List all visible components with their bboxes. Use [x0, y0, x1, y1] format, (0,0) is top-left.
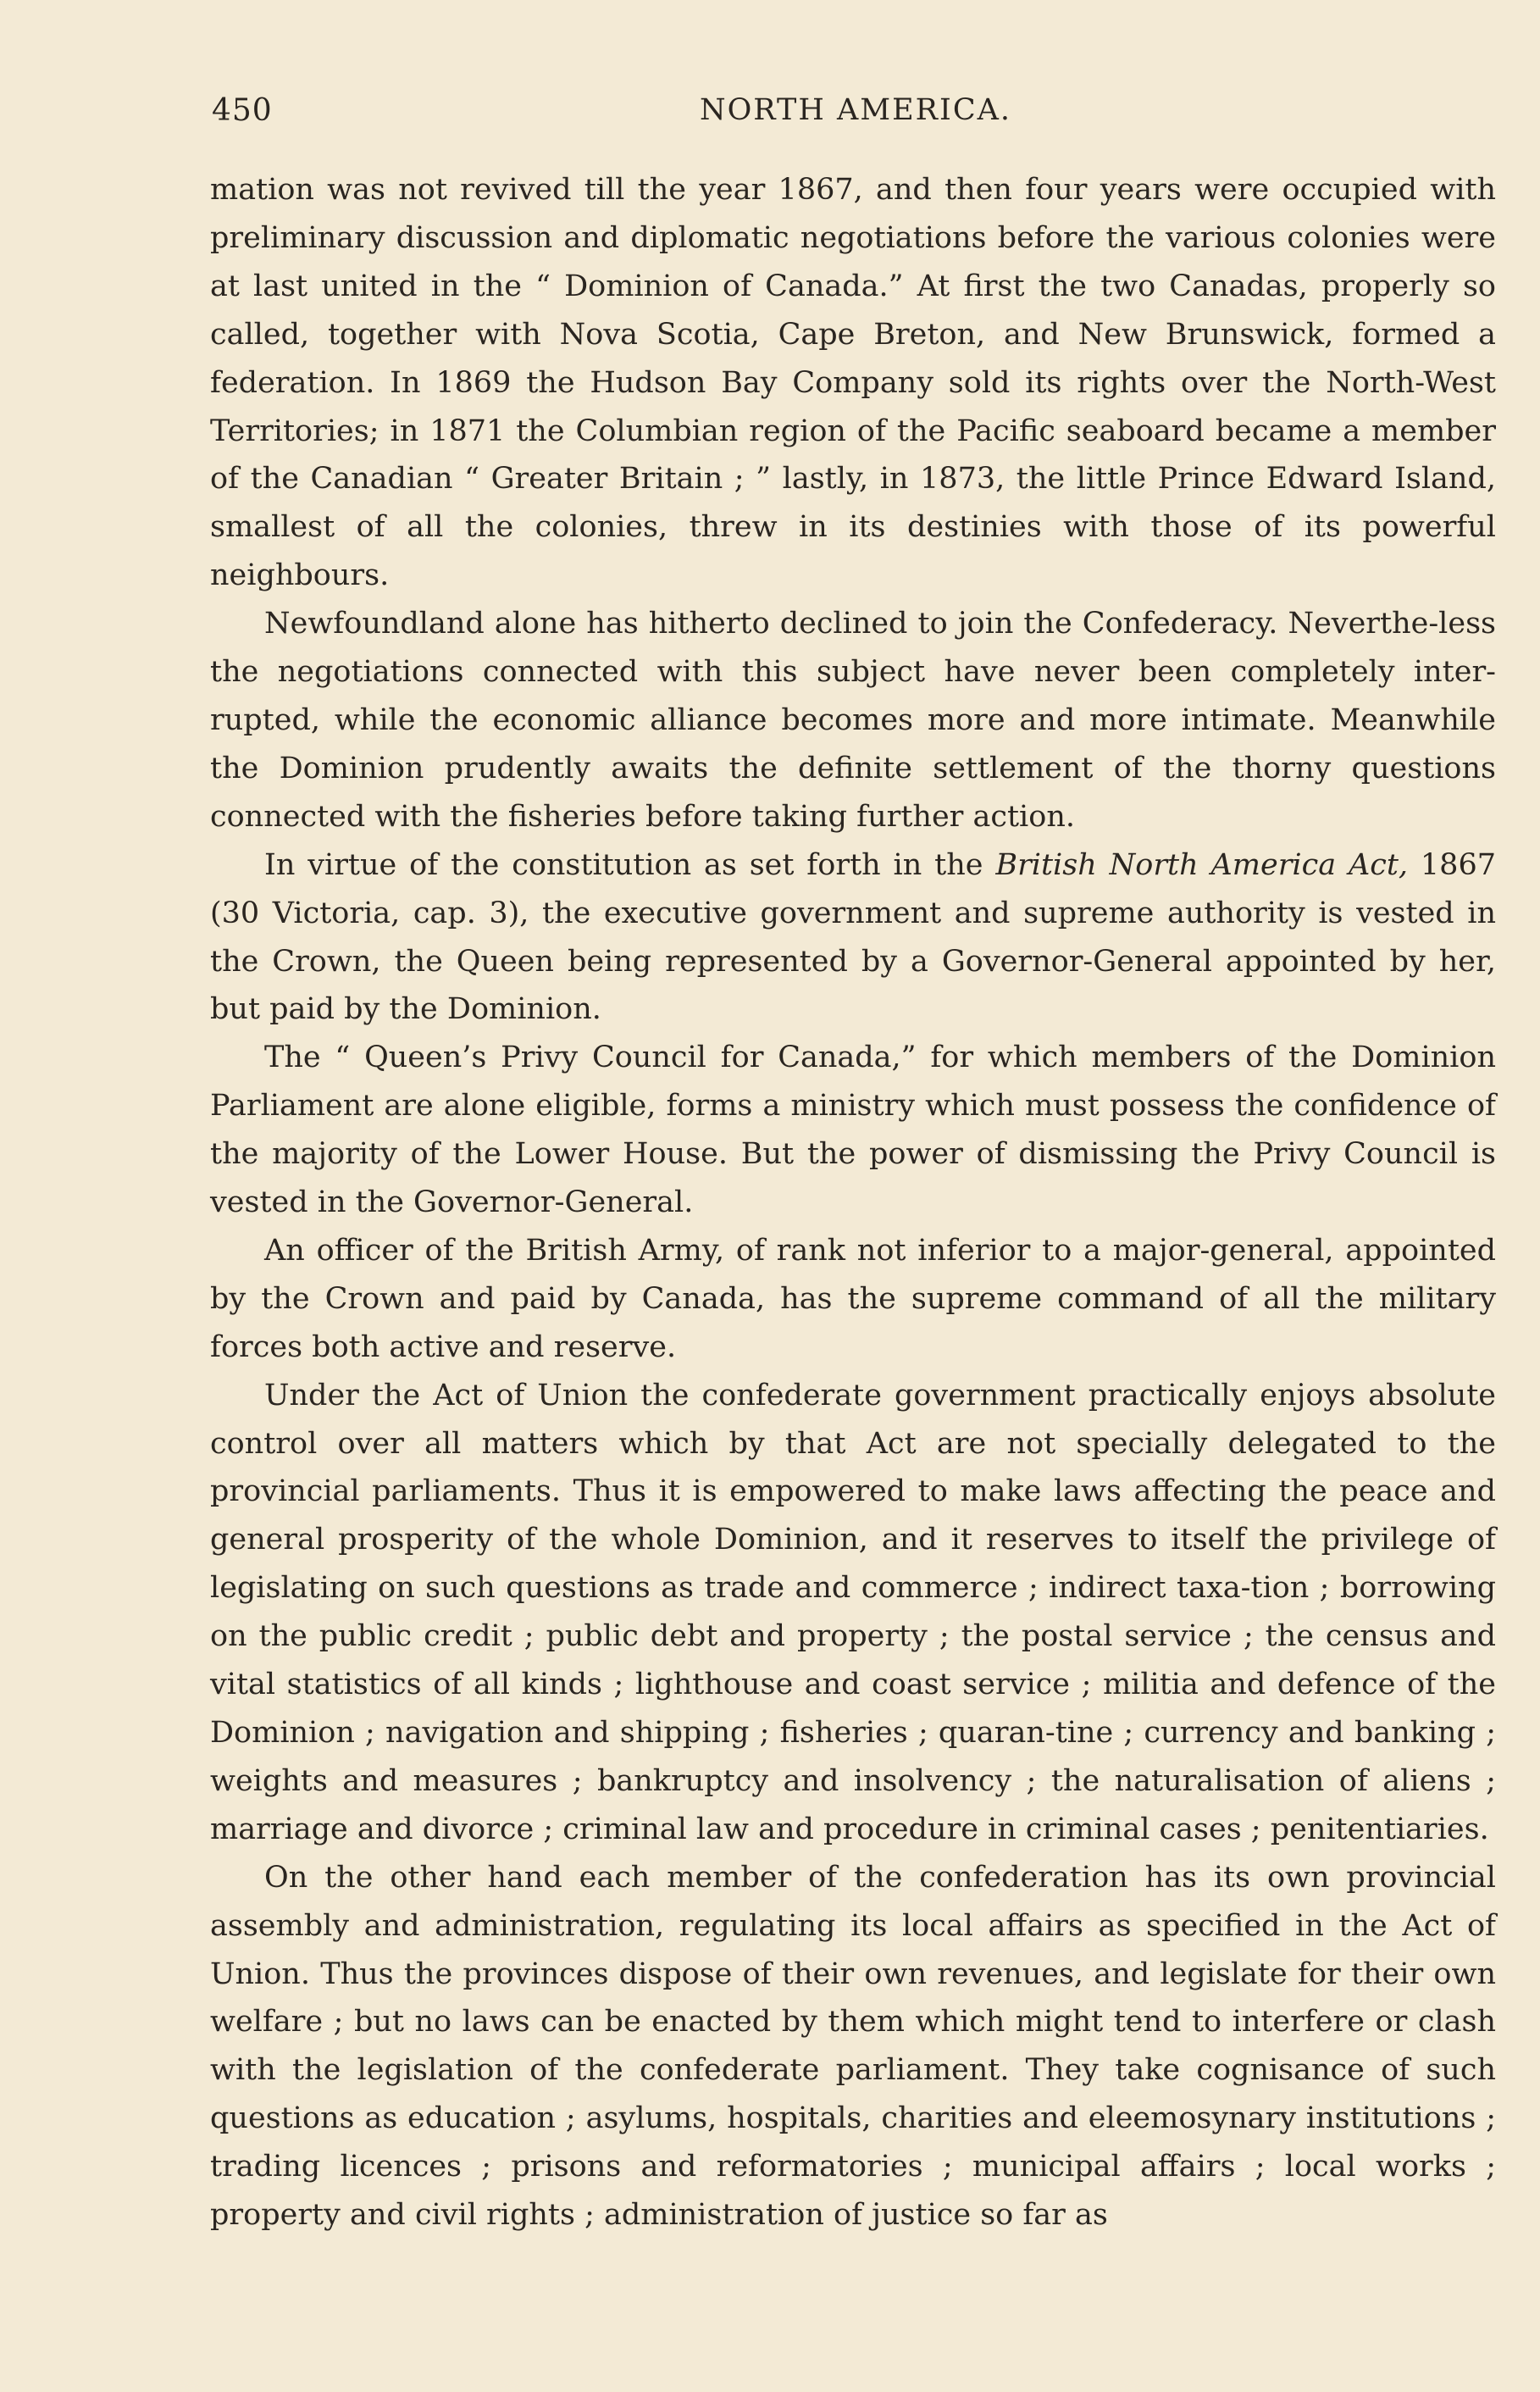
paragraph-confederation-history: mation was not revived till the year 1867, and then four years were occupied with preliminary discussion and diplomatic negotiations before the various colonies were at last united in the “ Dominion of Canada.” At first the two Canadas, properly so called, together with Nova Scotia, Cape Breton, and New Brunswick, formed a federation. In 1869 the Hudson Bay Company sold its rights over the North-West Territories; in 1871 the Columbian region of the Pacific seaboard became a member of the Canadian “ Greater Britain ; ” lastly, in 1873, the little Prince Edward Island, smallest of all the colonies, threw in its destinies with those of its powerful neighbours. [210, 173, 1496, 593]
act-title-italic: British North America Act, [995, 847, 1409, 882]
page-header [212, 93, 1499, 136]
paragraph-privy-council: The “ Queen’s Privy Council for Canada,” for which members of the Dominion Parliament are alone eligible, forms a ministry which must possess the confidence of the majority of the Lower House. But the power of dismissing the Privy Council is vested in the Governor-General. [210, 1041, 1496, 1220]
paragraph-military-command: An officer of the British Army, of rank not inferior to a major-general, appointed by the Crown and paid by Canada, has the supreme command of all the military forces both active and reserve. [210, 1233, 1496, 1364]
paragraph-federal-powers: Under the Act of Union the confederate government practically enjoys absolute control over all matters which by that Act are not specially delegated to the provincial parliaments. Thus it is empowered to make laws affecting the peace and general prosperity of the whole Dominion, and it reserves to itself the privilege of legislating on such questions as trade and commerce ; indirect taxa-tion ; borrowing on the public credit ; public debt and property ; the postal service ; the census and vital statistics of all kinds ; lighthouse and coast service ; militia and defence of the Dominion ; navigation and shipping ; fisheries ; quaran-tine ; currency and banking ; weights and measures ; bankruptcy and insolvency ; the naturalisation of aliens ; marriage and divorce ; criminal law and procedure in criminal cases ; penitentiaries. [210, 1378, 1496, 1846]
paragraph-provincial-powers: On the other hand each member of the confederation has its own provincial assembly and administration, regulating its local affairs as specified in the Act of Union. Thus the provinces dispose of their own revenues, and legislate for their own welfare ; but no laws can be enacted by them which might tend to interfere or clash with the legislation of the confederate parliament. They take cognisance of such questions as education ; asylums, hospitals, charities and eleemosynary institutions ; trading licences ; prisons and reformatories ; municipal affairs ; local works ; property and civil rights ; administration of justice so far as [210, 1860, 1496, 2233]
paragraph-newfoundland: Newfoundland alone has hitherto declined to join the Confederacy. Neverthe-less the negotiations connected with this subject have never been completely inter-rupted, while the economic alliance becomes more and more intimate. Meanwhile the Dominion prudently awaits the definite settlement of the thorny questions connected with the fisheries before taking further action. [210, 607, 1496, 834]
constitution-text-before: In virtue of the constitution as set forth in the [264, 847, 996, 882]
page-number: 450 [212, 93, 273, 128]
constitution-text-after: 1867 (30 Victoria, cap. 3), the executive government and supreme authority is vested in the Crown, the Queen being represented by a Governor-General appointed by her, but paid by the Dominion. [210, 847, 1496, 1027]
body-text [210, 166, 1496, 2239]
paragraph-constitution [210, 841, 1496, 1035]
running-title: NORTH AMERICA. [699, 93, 1012, 127]
